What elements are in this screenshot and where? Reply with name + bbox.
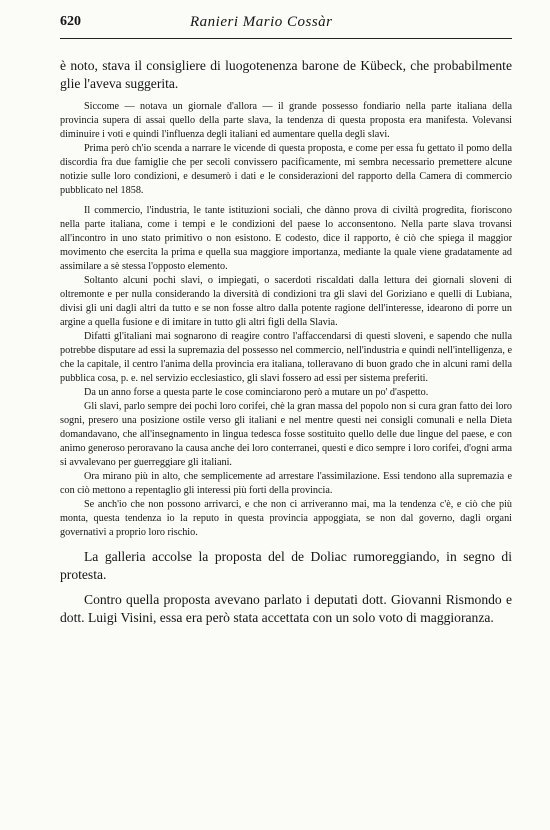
paragraph: La galleria accolse la proposta del de Doliac rumoreggiando, in segno di protesta. (60, 548, 512, 583)
paragraph: Da un anno forse a questa parte le cose cominciarono però a mutare un po' d'aspetto. (84, 386, 429, 398)
paragraph: Prima però ch'io scenda a narrare le vicende di questa proposta, e come per essa fu gettato il pomo della discordia fra due famiglie che per secoli convissero pacificamente, mi sembra necessario premettere alcune notizie sulle loro condizioni, e desumerò i dati e le considerazioni del rapporto della Camera di commercio pubblicato nel 1858. (60, 142, 512, 196)
page-header (60, 0, 512, 28)
paragraph: è noto, stava il consigliere di luogotenenza barone de Kübeck, che probabilmente glie l'aveva suggerita. (60, 58, 512, 92)
paragraph: Gli slavi, parlo sempre dei pochi loro corifei, chè la gran massa del popolo non si cura gran fatto dei loro sogni, presero una posizione ostile verso gli italiani e nel mentre questi nei consigli comunali e nella Dieta domandavano, che all'insegnamento in lingua tedesca fosse sostituito quello delle due lingue del paese, e con animo generoso peroravano la causa anche dei loro conterranei, questi e dico sempre i loro corifei, d'ogni arma si avvalevano per guerreggiare gli italiani. (60, 400, 512, 468)
paragraph: Il commercio, l'industria, le tante istituzioni sociali, che dànno prova di civiltà progredita, fioriscono nella parte italiana, come i tempi e le condizioni del paese lo acconsentono. Nella parte slava trovansi all'incontro in uno stato primitivo o non esistono. E codesto, dice il rapporto, è ciò che spiega il maggior movimento che esercita la prima e quella sua maggiore importanza, mediante la quale viene gradatamente ad assimilare a sè stessa l'opposto elemento. (60, 204, 512, 272)
header-rule (60, 38, 512, 39)
paragraph: Soltanto alcuni pochi slavi, o impiegati, o sacerdoti riscaldati dalla lettura dei giornali sloveni di oltremonte e per nulla considerando la diversità di condizioni tra gli slavi del Goriziano e quelli di Lubiana, divisi gli uni dagli altri da tutto e se non fosse altro dalla potente ragione dell'interesse, idearono di porre un argine a quella fusione e di imitare in tutto gli altri figli della Slavia. (60, 274, 512, 328)
paragraph: Siccome — notava un giornale d'allora — il grande possesso fondiario nella parte italiana della provincia supera di assai quello della parte slava, la tendenza di questa proposta era manifesta. Volevansi diminuire i voti e quindi l'influenza degli italiani ed aumentare quella degli slavi. (60, 100, 512, 140)
running-head: Ranieri Mario Cossàr (190, 14, 333, 30)
paragraph: Se anch'io che non possono arrivarci, e che non ci arriveranno mai, ma la tendenza c'è, e ciò che più monta, questa tendenza io la reputo in questa provincia appoggiata, se non dal governo, dagli organi governativi a proprio loro rischio. (60, 498, 512, 538)
page-body (60, 57, 512, 627)
paragraph: Difatti gl'italiani mai sognarono di reagire contro l'affaccendarsi di questi sloveni, e sapendo che nulla potrebbe disputare ad essi la supremazia del possesso nel commercio, nell'industria e quindi nell'intelligenza, e che la capitale, il centro l'anima della provincia era italiana, tolleravano di buon grado che in alcuni rami della pubblica cosa, p. e. nel servizio ecclesiastico, gli slavi fossero ad essi per sistema preferiti. (60, 330, 512, 384)
paragraph: Contro quella proposta avevano parlato i deputati dott. Giovanni Rismondo e dott. Luigi Visini, essa era però stata accettata con un solo voto di maggioranza. (60, 591, 512, 626)
paragraph: Ora mirano più in alto, che semplicemente ad arrestare l'assimilazione. Essi tendono alla supremazia e con ciò mettono a repentaglio gli interessi più forti della provincia. (60, 470, 512, 496)
page-number: 620 (60, 14, 81, 29)
